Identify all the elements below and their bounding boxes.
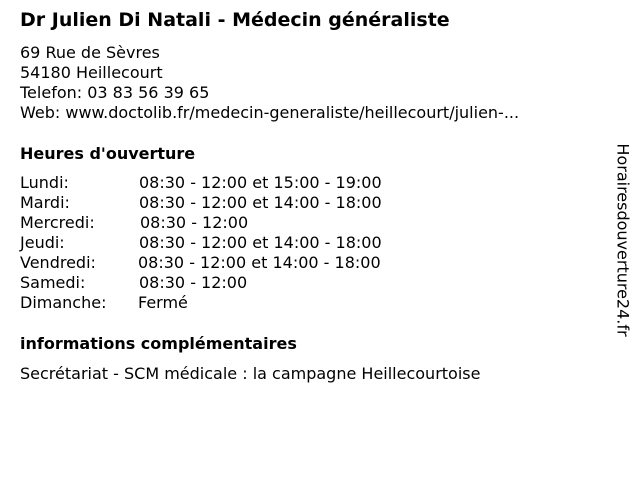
additional-info-text: Secrétariat - SCM médicale : la campagne Heillecourtoise	[20, 364, 481, 383]
address-city: 54180 Heillecourt	[20, 63, 163, 82]
doctor-title: Dr Julien Di Natali - Médecin généraliste	[20, 9, 450, 31]
additional-info-heading: informations complémentaires	[20, 334, 297, 353]
day-times: Fermé	[138, 293, 188, 312]
website-link[interactable]: Web: www.doctolib.fr/medecin-generaliste/heillecourt/julien-...	[20, 103, 520, 122]
phone-number: Telefon: 03 83 56 39 65	[20, 83, 210, 102]
day-times: 08:30 - 12:00	[139, 273, 248, 292]
day-label: Samedi:	[20, 273, 86, 292]
day-label: Dimanche:	[20, 293, 107, 312]
day-times: 08:30 - 12:00 et 14:00 - 18:00	[139, 193, 382, 212]
day-label: Mardi:	[20, 193, 70, 212]
day-times: 08:30 - 12:00 et 14:00 - 18:00	[139, 233, 382, 252]
day-label: Jeudi:	[20, 233, 65, 252]
address-street: 69 Rue de Sèvres	[20, 43, 160, 62]
opening-hours-heading: Heures d'ouverture	[20, 144, 196, 163]
day-times: 08:30 - 12:00	[140, 213, 249, 232]
day-times: 08:30 - 12:00 et 15:00 - 19:00	[139, 173, 382, 192]
site-watermark: Horairesdouverture24.fr	[613, 143, 633, 337]
day-label: Vendredi:	[20, 253, 96, 272]
day-times: 08:30 - 12:00 et 14:00 - 18:00	[138, 253, 381, 272]
day-label: Mercredi:	[20, 213, 95, 232]
day-label: Lundi:	[20, 173, 69, 192]
